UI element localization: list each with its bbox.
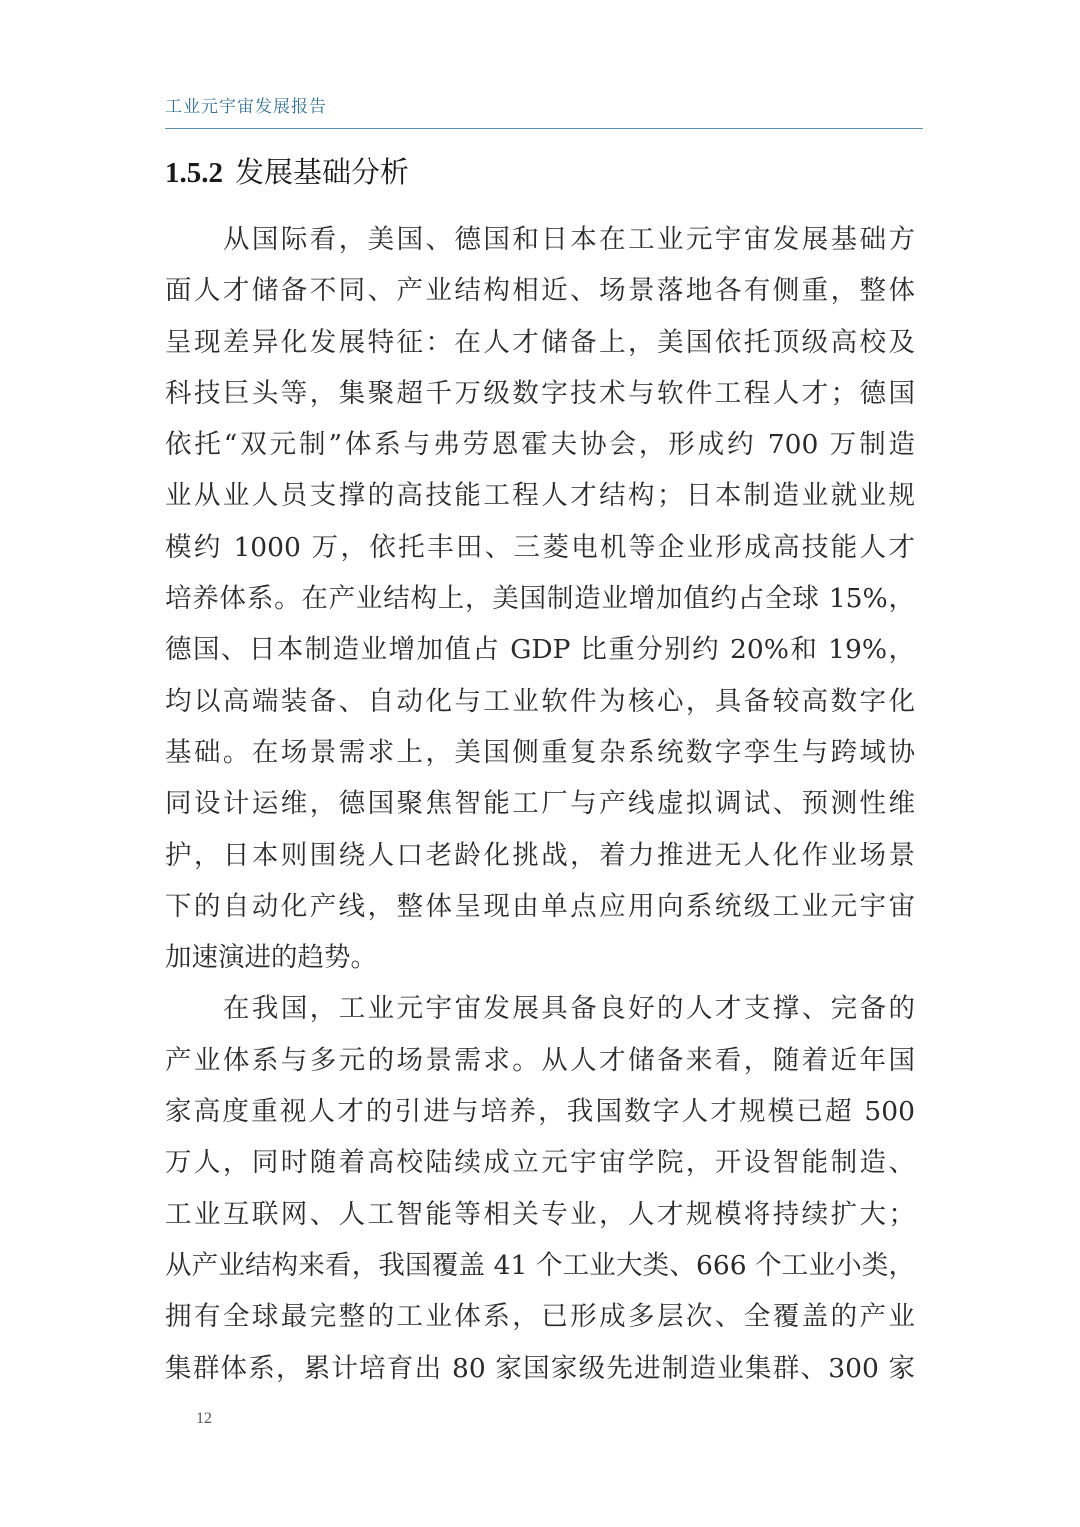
text-line: 工业互联网、人工智能等相关专业，人才规模将持续扩大； [165,1198,915,1230]
text-line: 模约 1000 万，依托丰田、三菱电机等企业形成高技能人才 [165,531,915,563]
text-line: 在我国，工业元宇宙发展具备良好的人才支撑、完备的 [223,993,915,1025]
page-number: 12 [196,1410,212,1427]
paragraph [165,214,915,983]
text-line: 德国、日本制造业增加值占 GDP 比重分别约 20%和 19%， [165,634,915,666]
text-line: 从产业结构来看，我国覆盖 41 个工业大类、666 个工业小类， [165,1249,915,1281]
text-line: 培养体系。在产业结构上，美国制造业增加值约占全球 15%， [165,583,915,615]
text-line: 集群体系，累计培育出 80 家国家级先进制造业集群、300 家 [165,1352,915,1384]
text-line: 科技巨头等，集聚超千万级数字技术与软件工程人才；德国 [165,377,915,409]
header-divider [165,128,923,129]
text-line: 均以高端装备、自动化与工业软件为核心，具备较高数字化 [165,685,915,717]
section-number: 1.5.2 [165,157,223,189]
text-line: 呈现差异化发展特征：在人才储备上，美国依托顶级高校及 [165,326,915,358]
text-line: 万人，同时随着高校陆续成立元宇宙学院，开设智能制造、 [165,1147,915,1179]
text-line: 下的自动化产线，整体呈现由单点应用向系统级工业元宇宙 [165,890,915,922]
running-header: 工业元宇宙发展报告 [165,97,327,117]
body-text [165,214,915,1394]
section-title: 发展基础分析 [235,155,410,189]
text-line: 拥有全球最完整的工业体系，已形成多层次、全覆盖的产业 [165,1301,915,1333]
text-line: 业从业人员支撑的高技能工程人才结构；日本制造业就业规 [165,480,915,512]
text-line: 面人才储备不同、产业结构相近、场景落地各有侧重，整体 [165,275,915,307]
text-line: 同设计运维，德国聚焦智能工厂与产线虚拟调试、预测性维 [165,788,915,820]
text-line: 产业体系与多元的场景需求。从人才储备来看，随着近年国 [165,1044,915,1076]
text-line: 基础。在场景需求上，美国侧重复杂系统数字孪生与跨域协 [165,736,915,768]
paragraph [165,983,915,1393]
text-line: 家高度重视人才的引进与培养，我国数字人才规模已超 500 [165,1096,915,1128]
text-line: 从国际看，美国、德国和日本在工业元宇宙发展基础方 [223,224,915,255]
text-line: 依托“双元制”体系与弗劳恩霍夫协会，形成约 700 万制造 [165,429,915,461]
text-line: 护，日本则围绕人口老龄化挑战，着力推进无人化作业场景 [165,839,915,871]
text-line: 加速演进的趋势。 [165,942,377,974]
section-heading [165,150,409,191]
